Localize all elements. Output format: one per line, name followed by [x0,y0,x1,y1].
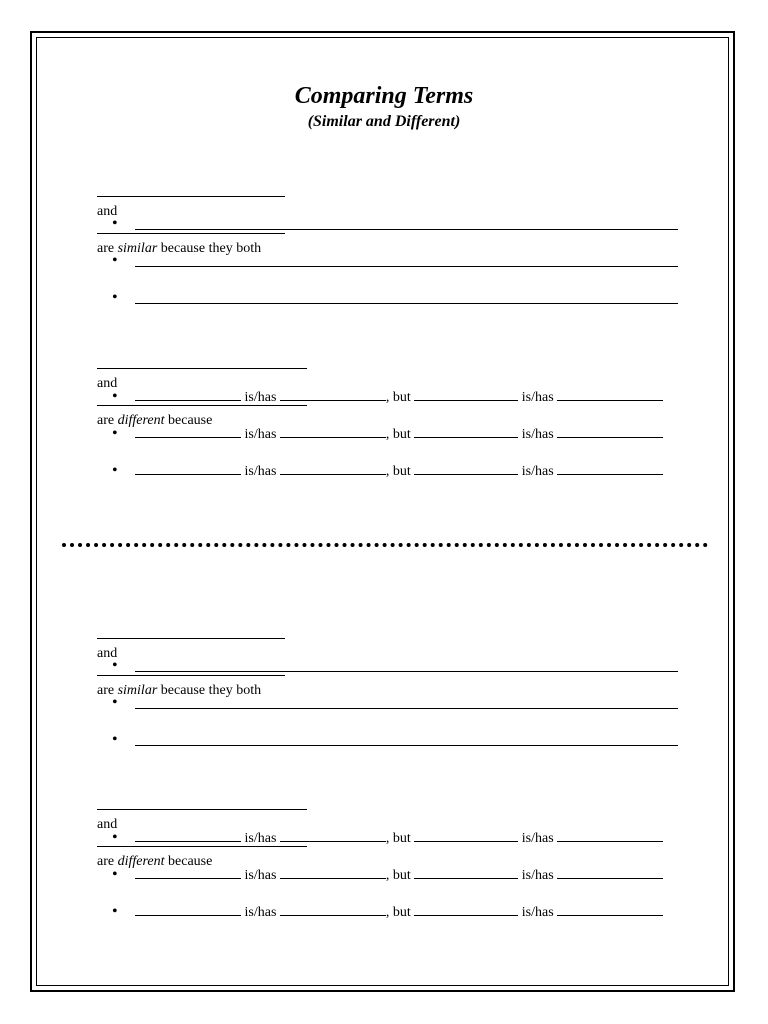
bullet-icon: • [112,694,118,711]
contrast-row [135,388,663,407]
different-term-1-blank[interactable] [97,356,307,369]
contrast-term-b-blank[interactable] [414,425,518,438]
contrast-row [135,903,663,922]
different-tail: because [168,413,213,428]
contrast-trait-a-blank[interactable] [280,425,386,438]
bullet-icon: • [112,866,118,883]
contrast-row [135,866,663,885]
different-keyword: different [117,413,165,428]
contrast-trait-a-blank[interactable] [280,829,386,842]
are-word: are [97,854,115,869]
similar-term-1-blank[interactable] [97,626,285,639]
is-has-word: is/has [521,905,554,920]
is-has-word: is/has [244,905,277,920]
bullet-icon: • [112,657,118,674]
is-has-word: is/has [521,831,554,846]
is-has-word: is/has [244,831,277,846]
is-has-word: is/has [521,390,554,405]
are-word: are [97,413,115,428]
are-word: are [97,241,115,256]
different-tail: because [168,854,213,869]
contrast-term-a-blank[interactable] [135,866,241,879]
contrast-row [135,425,663,444]
bullet-icon: • [112,252,118,269]
similar-keyword: similar [117,683,158,698]
similar-sentence [90,166,285,258]
is-has-word: is/has [244,390,277,405]
contrast-trait-b-blank[interactable] [557,866,663,879]
contrast-row [135,829,663,848]
contrast-term-a-blank[interactable] [135,388,241,401]
but-word: , but [385,868,411,883]
contrast-trait-b-blank[interactable] [557,425,663,438]
bullet-icon: • [112,462,118,479]
contrast-trait-b-blank[interactable] [557,903,663,916]
contrast-trait-b-blank[interactable] [557,388,663,401]
bullet-icon: • [112,829,118,846]
worksheet-subtitle: (Similar and Different) [307,113,461,130]
is-has-word: is/has [244,427,277,442]
but-word: , but [385,427,411,442]
is-has-word: is/has [244,464,277,479]
bullet-icon: • [112,903,118,920]
contrast-trait-a-blank[interactable] [280,388,386,401]
similarity-line-2[interactable] [135,266,678,267]
are-word: are [97,683,115,698]
similarity-line-1[interactable] [135,671,678,672]
contrast-trait-b-blank[interactable] [557,462,663,475]
similar-term-2-blank[interactable] [97,221,285,234]
but-word: , but [385,390,411,405]
similar-term-2-blank[interactable] [97,663,285,676]
similar-term-1-blank[interactable] [97,184,285,197]
similarity-line-1[interactable] [135,229,678,230]
contrast-term-a-blank[interactable] [135,462,241,475]
different-sentence [90,338,307,430]
contrast-term-b-blank[interactable] [414,388,518,401]
different-term-1-blank[interactable] [97,797,307,810]
and-word: and [97,376,118,391]
contrast-term-a-blank[interactable] [135,425,241,438]
is-has-word: is/has [521,427,554,442]
similar-keyword: similar [117,241,158,256]
bullet-icon: • [112,215,118,232]
contrast-row [135,462,663,481]
similar-tail: because they both [160,683,262,698]
similarity-line-3[interactable] [135,745,678,746]
but-word: , but [385,905,411,920]
bullet-icon: • [112,289,118,306]
contrast-term-a-blank[interactable] [135,829,241,842]
and-word: and [97,646,118,661]
contrast-trait-a-blank[interactable] [280,462,386,475]
contrast-trait-b-blank[interactable] [557,829,663,842]
worksheet-title: Comparing Terms [294,83,474,109]
contrast-term-b-blank[interactable] [414,462,518,475]
contrast-trait-a-blank[interactable] [280,866,386,879]
contrast-trait-a-blank[interactable] [280,903,386,916]
similar-sentence [90,608,285,700]
contrast-term-b-blank[interactable] [414,866,518,879]
bullet-icon: • [112,731,118,748]
contrast-term-a-blank[interactable] [135,903,241,916]
is-has-word: is/has [521,868,554,883]
bullet-icon: • [112,425,118,442]
contrast-term-b-blank[interactable] [414,903,518,916]
but-word: , but [385,464,411,479]
section-divider [62,535,708,547]
bullet-icon: • [112,388,118,405]
is-has-word: is/has [521,464,554,479]
different-sentence [90,779,307,871]
and-word: and [97,817,118,832]
contrast-term-b-blank[interactable] [414,829,518,842]
similarity-line-2[interactable] [135,708,678,709]
is-has-word: is/has [244,868,277,883]
similarity-line-3[interactable] [135,303,678,304]
and-word: and [97,204,118,219]
similar-tail: because they both [160,241,262,256]
but-word: , but [385,831,411,846]
different-keyword: different [117,854,165,869]
